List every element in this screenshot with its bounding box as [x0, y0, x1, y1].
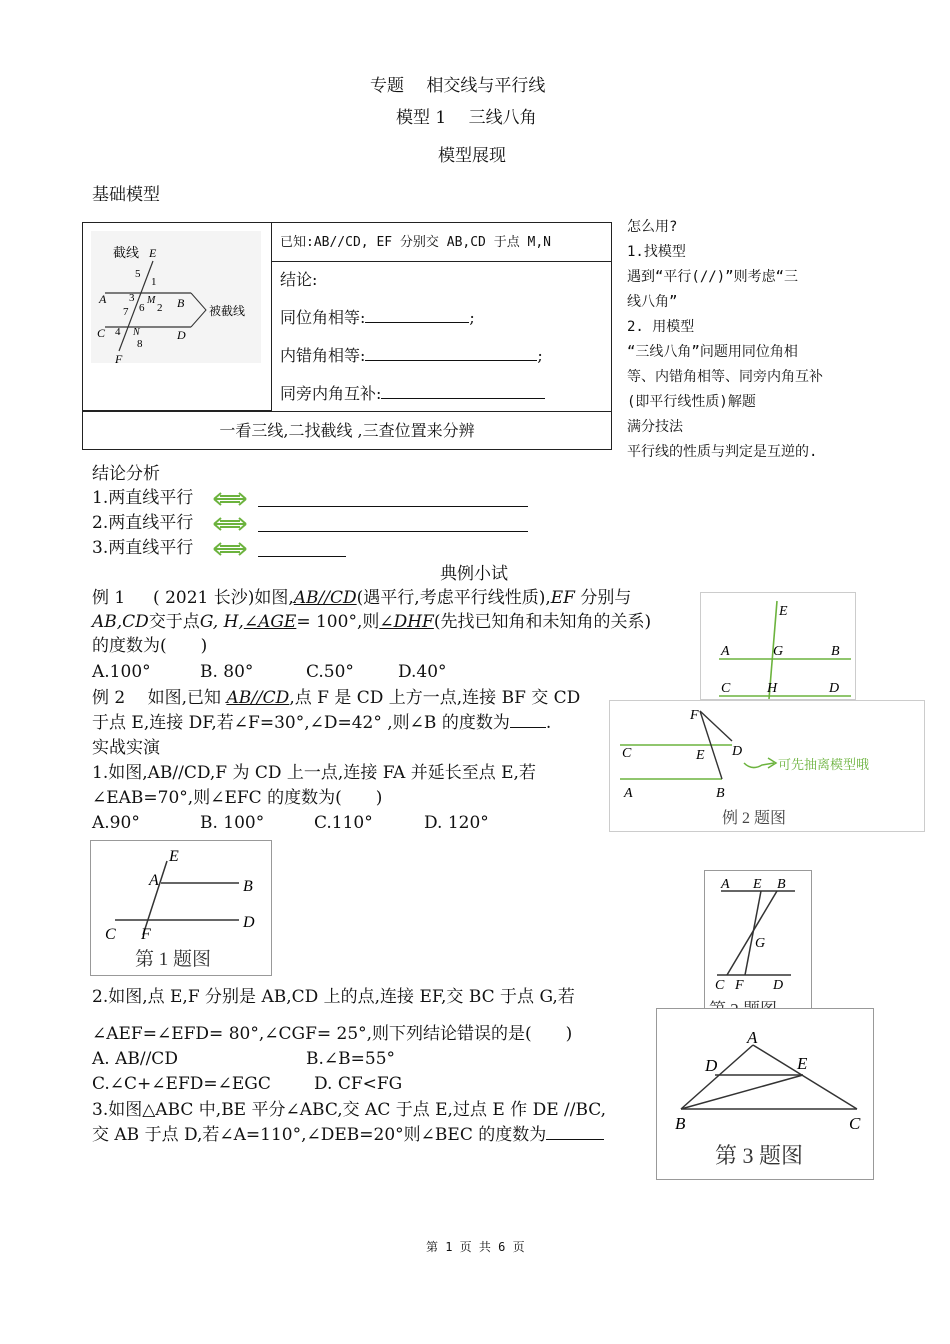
- ex2-label-c: C: [622, 746, 632, 761]
- note-s2a: “三线八角”问题用同位角相: [627, 344, 798, 360]
- svg-text:8: 8: [137, 338, 143, 350]
- side-notes: [627, 215, 823, 465]
- q3-line2: [92, 1123, 604, 1147]
- ex1-option-b[interactable]: B. 80°: [200, 662, 254, 682]
- analysis-blank-3[interactable]: [258, 556, 346, 557]
- note-s2: 2. 用模型: [627, 319, 695, 335]
- ex2-label-f: F: [690, 708, 699, 723]
- ex1-label-g: G: [773, 644, 784, 659]
- tip-cell: [82, 411, 612, 450]
- q2-label-d: D: [773, 978, 784, 993]
- ex1-text-a: 例 1 ( 2021 长沙)如图,: [92, 588, 294, 608]
- fig-label-cut: 被截线: [209, 304, 246, 318]
- analysis-title: 结论分析: [92, 464, 160, 484]
- q2-option-c[interactable]: C.∠C+∠EFD=∠EGC: [92, 1074, 271, 1094]
- svg-text:N: N: [133, 327, 140, 338]
- q2-option-b[interactable]: B.∠B=55°: [306, 1049, 396, 1069]
- ex1-label-e: E: [779, 604, 788, 619]
- analysis-blank-2[interactable]: [258, 531, 528, 532]
- svg-text:F: F: [115, 352, 123, 363]
- ex1-option-a[interactable]: A.100°: [92, 662, 151, 682]
- q1-caption: 第 1 题图: [135, 949, 212, 970]
- q1-label-d: D: [243, 914, 255, 931]
- analysis-item-1: 1.两直线平行: [92, 488, 194, 508]
- conclusion-cell: [272, 262, 612, 411]
- q1-option-d[interactable]: D. 120°: [424, 813, 489, 833]
- svg-text:D: D: [177, 328, 186, 342]
- analysis-row-3: [92, 536, 193, 560]
- q3-label-c: C: [849, 1114, 861, 1133]
- analysis-row-1: [92, 486, 193, 510]
- svg-text:2: 2: [157, 302, 163, 314]
- q2-label-g: G: [755, 936, 766, 951]
- ex1-label-c: C: [721, 681, 731, 696]
- note-s1: 1.找模型: [627, 244, 686, 260]
- svg-text:7: 7: [123, 306, 129, 318]
- analysis-blank-1[interactable]: [258, 506, 528, 507]
- q2-label-e: E: [753, 877, 762, 892]
- q3-caption: 第 3 题图: [715, 1143, 804, 1168]
- model-figure-cell: [82, 222, 272, 411]
- alternate-row: [280, 344, 543, 368]
- ex1-text-gh: G, H,: [199, 612, 244, 632]
- q2-label-f: F: [735, 978, 744, 993]
- corresponding-end: ;: [469, 308, 475, 327]
- basic-model-title: 基础模型: [92, 185, 160, 205]
- ex1-option-c[interactable]: C.50°: [306, 662, 354, 682]
- ex2-label-e: E: [696, 748, 705, 763]
- note-q: 怎么用?: [627, 219, 678, 235]
- figure-q2: [704, 870, 812, 1024]
- svg-text:1: 1: [151, 276, 157, 288]
- q3-label-a: A: [747, 1028, 758, 1047]
- corresponding-label: 同位角相等:: [280, 308, 366, 327]
- figure-example-2: [609, 700, 925, 832]
- ex2-line2: [92, 711, 551, 735]
- q2-line2: ∠AEF=∠EFD= 80°,∠CGF= 25°,则下列结论错误的是( ): [92, 1024, 573, 1044]
- q2-line1: 2.如图,点 E,F 分别是 AB,CD 上的点,连接 EF,交 BC 于点 G,若: [92, 987, 575, 1007]
- q1-label-f: F: [141, 926, 151, 943]
- ex1-option-d[interactable]: D.40°: [398, 662, 447, 682]
- q2-diagram: [705, 871, 811, 1023]
- analysis-row-2: [92, 511, 193, 535]
- double-arrow-icon: [214, 493, 246, 505]
- svg-text:B: B: [177, 296, 185, 310]
- note-s3a: 平行线的性质与判定是互逆的.: [627, 444, 818, 460]
- ex2-label-a: A: [624, 786, 633, 801]
- analysis-item-2: 2.两直线平行: [92, 513, 194, 533]
- figure-example-1: [700, 592, 856, 700]
- note-s2c: (即平行线性质)解题: [627, 394, 756, 410]
- q1-line2: ∠EAB=70°,则∠EFC 的度数为( ): [92, 788, 383, 808]
- ex2-label-d: D: [732, 744, 743, 759]
- section-title: 模型展现: [438, 146, 506, 166]
- ex1-underline-dhf: ∠DHF: [379, 612, 434, 632]
- q1-option-c[interactable]: C.110°: [314, 813, 373, 833]
- ex1-label-a: A: [721, 644, 730, 659]
- figure-q3: [656, 1008, 874, 1180]
- ex2-text-b: ,点 F 是 CD 上方一点,连接 BF 交 CD: [289, 688, 581, 708]
- q2-label-c: C: [715, 978, 725, 993]
- ex1-text-d: 交于点: [148, 612, 200, 632]
- fig-label-transversal: 截线: [113, 245, 140, 260]
- three-lines-eight-angles-figure: [91, 231, 261, 363]
- ex1-line1: [92, 586, 631, 610]
- corresponding-row: [280, 306, 475, 330]
- q3-label-d: D: [705, 1056, 718, 1075]
- ex2-note: 可先抽离模型哦: [778, 757, 870, 772]
- note-s3: 满分技法: [627, 419, 683, 435]
- note-s1a: 遇到“平行(//)”则考虑“三: [627, 269, 799, 285]
- q1-label-a: A: [149, 872, 159, 889]
- ex2-label-b: B: [716, 786, 725, 801]
- ex2-underline-ab-cd: AB//CD: [226, 688, 290, 708]
- page-footer: 第 1 页 共 6 页: [426, 1240, 525, 1254]
- q3-label-b: B: [675, 1114, 686, 1133]
- svg-text:5: 5: [135, 268, 141, 280]
- interior-row: [280, 382, 545, 406]
- ex1-underline-ab-cd: AB//CD: [293, 588, 357, 608]
- alternate-blank[interactable]: [365, 344, 537, 361]
- ex1-text-f: (先找已知角和未知角的关系): [433, 612, 652, 632]
- q3-line1: 3.如图△ABC 中,BE 平分∠ABC,交 AC 于点 E,过点 E 作 DE //BC,: [92, 1100, 607, 1120]
- model-title: 模型 1 三线八角: [396, 108, 537, 128]
- ex1-text-c: 分别与: [574, 588, 632, 608]
- ex2-diagram: [610, 701, 924, 831]
- q2-option-d[interactable]: D. CF<FG: [314, 1074, 403, 1094]
- given-cell: [272, 222, 612, 262]
- ex1-text-ef: EF: [550, 588, 575, 608]
- q3-answer-blank[interactable]: [546, 1123, 604, 1140]
- double-arrow-icons: [210, 488, 250, 560]
- q2-option-a[interactable]: A. AB//CD: [92, 1049, 178, 1069]
- q1-diagram: [91, 841, 271, 975]
- svg-text:C: C: [97, 326, 106, 340]
- q2-label-a: A: [721, 877, 730, 892]
- ex1-text-abcd: AB,CD: [92, 612, 149, 632]
- ex1-line2: [92, 610, 651, 634]
- q1-label-e: E: [169, 848, 179, 865]
- q1-option-a[interactable]: A.90°: [92, 813, 140, 833]
- ex1-label-b: B: [831, 644, 840, 659]
- svg-text:3: 3: [129, 292, 135, 304]
- ex1-underline-age: ∠AGE: [243, 612, 297, 632]
- q1-label-c: C: [105, 926, 116, 943]
- analysis-item-3: 3.两直线平行: [92, 538, 194, 558]
- ex2-caption: 例 2 题图: [722, 810, 787, 827]
- ex1-label-d: D: [829, 681, 840, 696]
- double-arrow-icon: [214, 543, 246, 555]
- q2-label-b: B: [777, 877, 786, 892]
- svg-text:M: M: [147, 295, 156, 306]
- svg-text:E: E: [149, 246, 157, 260]
- q3-text: 交 AB 于点 D,若∠A=110°,∠DEB=20°则∠BEC 的度数为: [92, 1125, 547, 1145]
- q3-diagram: [657, 1009, 873, 1179]
- q1-option-b[interactable]: B. 100°: [200, 813, 265, 833]
- svg-text:6: 6: [139, 302, 145, 314]
- examples-title: 典例小试: [440, 564, 508, 584]
- svg-text:A: A: [99, 292, 107, 306]
- ex1-label-h: H: [767, 681, 778, 696]
- alternate-label: 内错角相等:: [280, 346, 366, 365]
- topic-title: 专题 相交线与平行线: [370, 76, 546, 96]
- conclusion-label: 结论:: [280, 270, 318, 289]
- double-arrow-icon: [214, 518, 246, 530]
- ex1-line3: 的度数为( ): [92, 636, 208, 656]
- interior-blank[interactable]: [381, 382, 545, 399]
- note-s1b: 线八角”: [627, 294, 678, 310]
- ex2-line1: [92, 686, 580, 710]
- q1-line1: 1.如图,AB//CD,F 为 CD 上一点,连接 FA 并延长至点 E,若: [92, 763, 536, 783]
- ex1-text-e: = 100°,则: [296, 612, 380, 632]
- practice-title: 实战实演: [92, 738, 160, 758]
- note-s2b: 等、内错角相等、同旁内角互补: [627, 369, 823, 385]
- interior-label: 同旁内角互补:: [280, 384, 382, 403]
- given-text: 已知:AB//CD, EF 分别交 AB,CD 于点 M,N: [280, 235, 552, 250]
- tip-text: 一看三线,二找截线 ,三查位置来分辨: [219, 421, 475, 440]
- ex2-text-a: 例 2 如图,已知: [92, 688, 227, 708]
- svg-text:4: 4: [115, 326, 121, 338]
- q1-label-b: B: [243, 878, 253, 895]
- ex1-text-b: (遇平行,考虑平行线性质),: [356, 588, 551, 608]
- figure-q1: [90, 840, 272, 976]
- ex2-text-c: 于点 E,连接 DF,若∠F=30°,∠D=42° ,则∠B 的度数为: [92, 713, 510, 733]
- ex2-answer-blank[interactable]: [510, 711, 546, 728]
- model-table: [82, 222, 612, 450]
- corresponding-blank[interactable]: [365, 306, 469, 323]
- ex2-text-end: .: [545, 713, 552, 733]
- alternate-end: ;: [537, 346, 543, 365]
- q3-label-e: E: [797, 1054, 808, 1073]
- ex1-diagram: [701, 593, 855, 699]
